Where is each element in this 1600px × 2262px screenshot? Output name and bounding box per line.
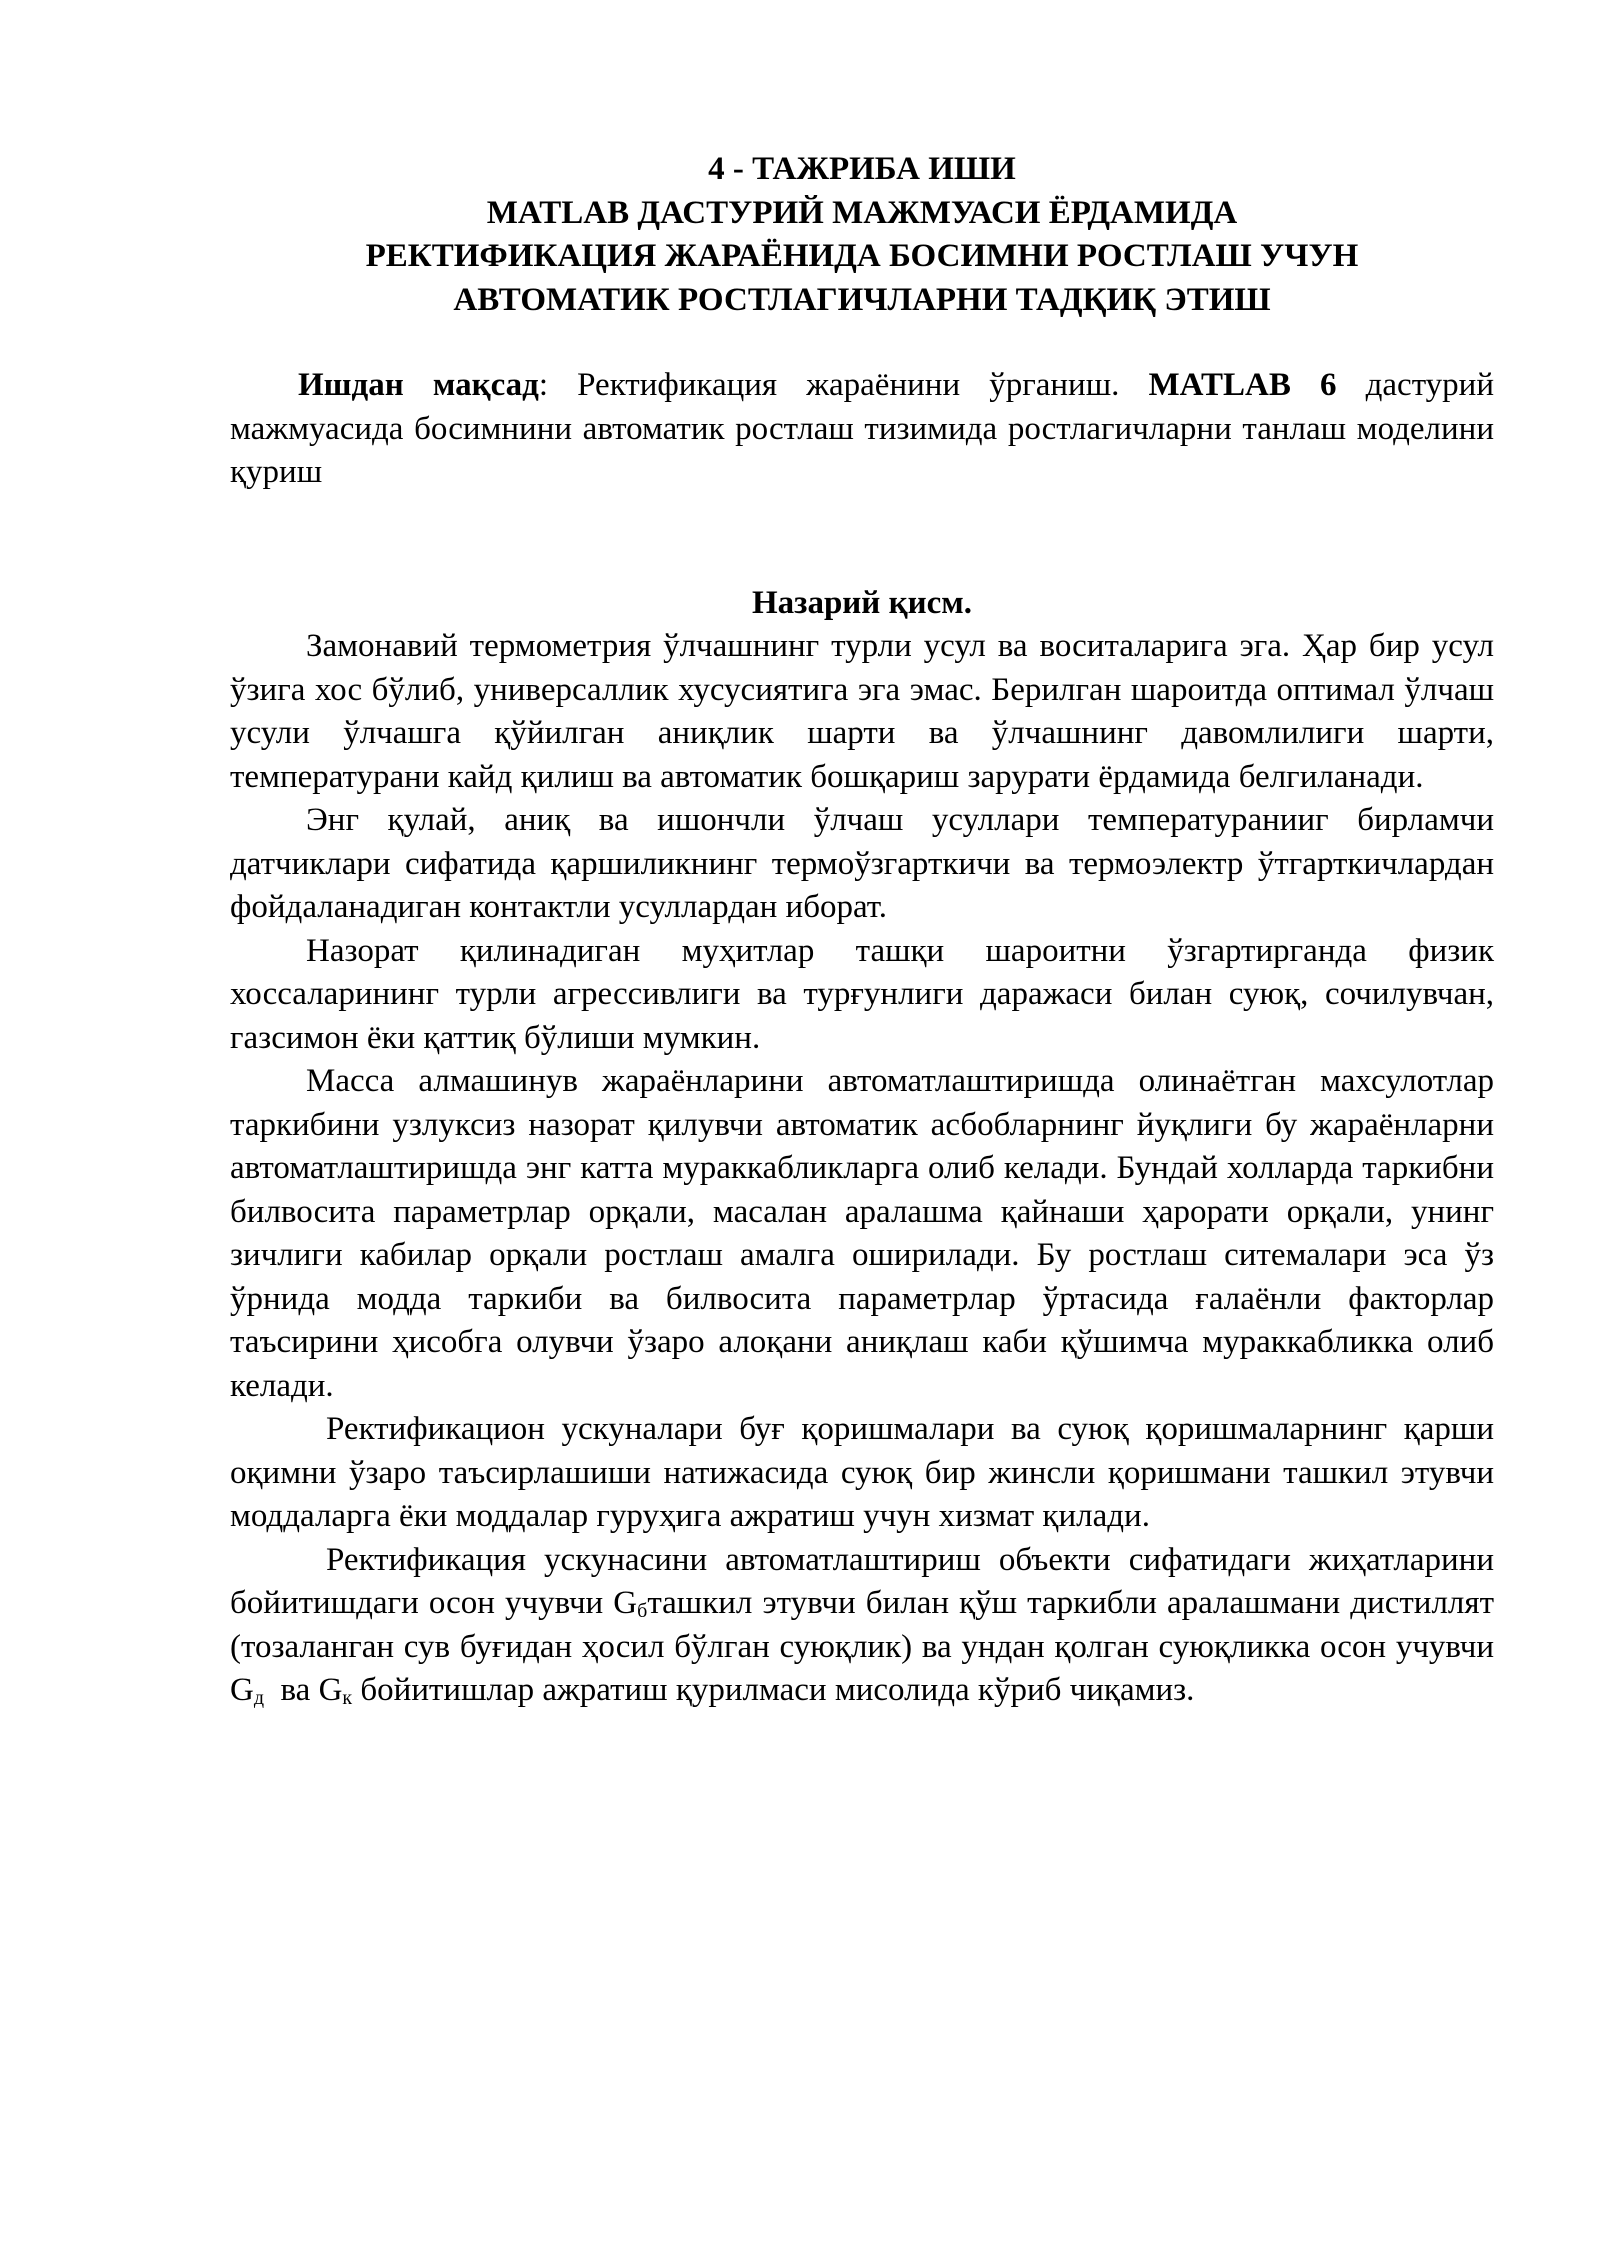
section-heading: Назарий қисм. [752,584,972,621]
document-content [230,148,1494,1713]
goal-colon: : [538,367,578,403]
paragraph-4: Масса алмашинув жараёнларини автоматлаштиришда олинаётган махсулотлар таркибини узлуксиз назорат қилувчи автоматик асбобларнинг йуқлиги бу жараёнларни автоматлаштиришда энг катта мураккабликларга олиб келади. Бундай холларда таркибни билвосита параметрлар орқали, масалан аралашма қайнаши ҳарорати орқали, унинг зичлиги кабилар орқали ростлаш амалга оширилади. Бу ростлаш ситемалари эса ўз ўрнида модда таркиби ва билвосита параметрлар ўртасида ғалаёнли факторлар таъсирини ҳисобга олувчи ўзаро алоқани аниқлаш каби қўшимча мураккабликка олиб келади. [230,1063,1494,1404]
paragraph-6 [230,1539,1494,1713]
paragraph-3: Назорат қилинадиган муҳитлар ташқи шароитни ўзгартирганда физик хоссаларининг турли агрессивлиги ва турғунлиги даражаси билан суюқ, сочилувчан, газсимон ёки қаттиқ бўлиши мумкин. [230,932,1494,1056]
paragraph-2: Энг қулай, аниқ ва ишончли ўлчаш усуллари температурaнииг бирламчи датчиклари сифатида қаршиликнинг термоўзгарткичи ва термоэлектр ўтгарткичлардан фойдаланадиган контактли усуллардан иборат. [230,802,1494,925]
subscript-k: к [342,1687,353,1709]
subscript-b: б [637,1600,648,1622]
goal-label: Ишдан мақсад [298,367,539,403]
goal-text-2: дастурий мажмуасида босимнини автоматик ростлаш тизимида ростлагичларни танлаш моделини қуриш [230,367,1494,490]
subscript-d: д [253,1687,265,1709]
paragraph-5: Ректификацион ускуналари буғ қоришмалари ва суюқ қоришмаларнинг қарши оқимни ўзаро таъсирлашиши натижасида суюқ бир жинсли қоришмани ташкил этувчи моддаларга ёки моддалар гуруҳига ажратиш учун хизмат қилади. [230,1411,1494,1534]
paragraph-1: Замонавий термометрия ўлчашнинг турли усул ва воситаларига эга. Ҳар бир усул ўзига хос бўлиб, универсаллик хусусиятига эга эмас. Берилган шароитда оптимал ўлчаш усули ўлчашга қўйилган аниқлик шарти ва ўлчашнинг давомлилиги шарти, температурани кайд қилиш ва автоматик бошқариш зарурати ёрдамида белгиланади. [230,628,1494,795]
goal-text-1: Ректификация жараёнини ўрганиш. [577,367,1149,403]
paragraph-6-part-3: ва G [264,1672,343,1708]
title-line-4: АВТОМАТИК РОСТЛАГИЧЛАРНИ ТАДҚИҚ ЭТИШ [453,281,1271,318]
document-title [230,148,1494,322]
title-line-2: MATLAB ДАСТУРИЙ МАЖМУАСИ ЁРДАМИДА [486,194,1238,231]
title-line-1: 4 - ТАЖРИБА ИШИ [708,151,1016,187]
title-line-3: РЕКТИФИКАЦИЯ ЖАРАЁНИДА БОСИМНИ РОСТЛАШ УЧУН [365,238,1359,274]
paragraph-6-part-4: бойитишлар ажратиш қурилмаси мисолида кўриб чиқамиз. [352,1672,1195,1708]
goal-bold-matlab: MATLAB 6 [1148,367,1337,403]
goal-paragraph [230,364,1494,495]
paragraph-6-part-1: Ректификация ускунасини автоматлаштириш объекти сифатидаги жиҳатларини бойитишдаги осон учувчи G [230,1541,1494,1621]
paragraph-6-part-2: ташкил этувчи билан қўш таркибли аралашмани дистиллят (тозаланган сув буғидан ҳосил бўлган суюқлик) ва ундан қолган суюқликка осон учувчи G [230,1585,1494,1708]
